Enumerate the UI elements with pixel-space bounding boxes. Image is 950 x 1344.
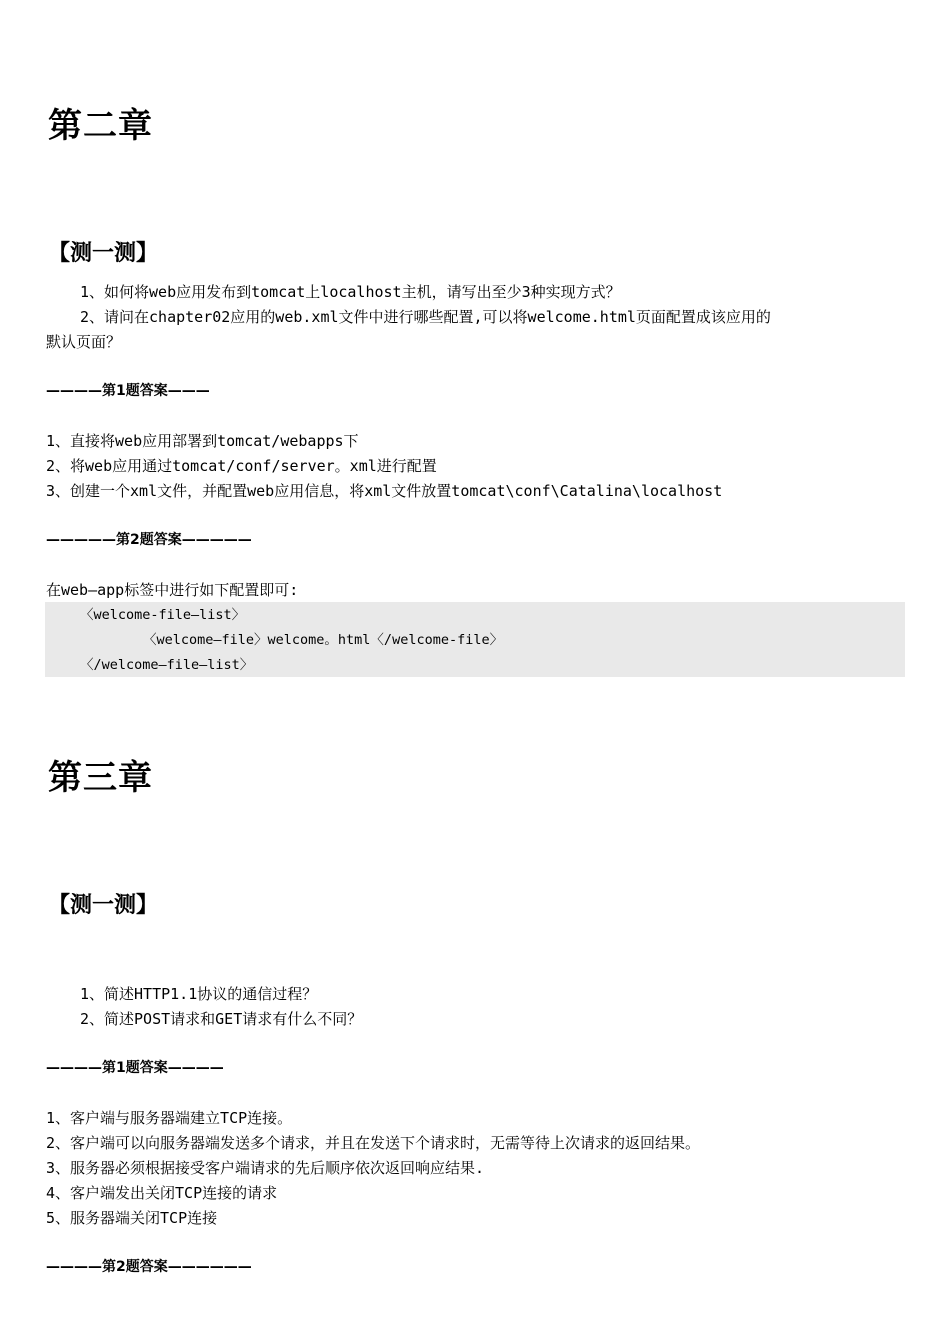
chapter-2-answer-2-intro: 在web—app标签中进行如下配置即可: <box>46 581 299 599</box>
chapter-2-question-2-cont: 默认页面？ <box>46 333 122 351</box>
chapter-3-title: 第三章 <box>48 758 153 798</box>
code-line-1: 〈welcome-file—list〉 <box>80 607 246 623</box>
chapter-3-answer-1-line-2: 2、客户端可以向服务器端发送多个请求，并且在发送下个请求时，无需等待上次请求的返回结果。 <box>46 1134 701 1152</box>
chapter-3-answer-1-divider: ————第1题答案———— <box>46 1060 224 1076</box>
chapter-2-answer-1-line-2: 2、将web应用通过tomcat/conf/server。xml进行配置 <box>46 457 437 475</box>
code-line-2: 〈welcome—file〉welcome。html〈/welcome-file〉 <box>143 632 504 648</box>
code-block <box>45 602 905 677</box>
chapter-2-question-1: 1、如何将web应用发布到tomcat上localhost主机，请写出至少3种实现方式？ <box>80 283 621 301</box>
chapter-2-quiz-heading: 【测一测】 <box>48 241 159 266</box>
chapter-2-answer-1-line-3: 3、创建一个xml文件，并配置web应用信息，将xml文件放置tomcat\conf\Catalina\localhost <box>46 482 723 500</box>
chapter-2-title: 第二章 <box>48 106 153 146</box>
chapter-2-question-2: 2、请问在chapter02应用的web.xml文件中进行哪些配置,可以将welcome.html页面配置成该应用的 <box>80 308 771 326</box>
chapter-3-question-2: 2、简述POST请求和GET请求有什么不同？ <box>80 1010 363 1028</box>
chapter-3-answer-2-divider: ————第2题答案—————— <box>46 1259 252 1275</box>
chapter-3-answer-1-line-1: 1、客户端与服务器端建立TCP连接。 <box>46 1109 293 1127</box>
chapter-3-answer-1-line-4: 4、客户端发出关闭TCP连接的请求 <box>46 1184 278 1202</box>
chapter-3-quiz-heading: 【测一测】 <box>48 893 159 918</box>
chapter-3-question-1: 1、简述HTTP1.1协议的通信过程？ <box>80 985 318 1003</box>
chapter-2-answer-1-line-1: 1、直接将web应用部署到tomcat/webapps下 <box>46 432 359 450</box>
chapter-2-answer-2-divider: —————第2题答案————— <box>46 532 252 548</box>
chapter-2-answer-1-divider: ————第1题答案——— <box>46 383 210 399</box>
chapter-3-answer-1-line-3: 3、服务器必须根据接受客户端请求的先后顺序依次返回响应结果. <box>46 1159 485 1177</box>
code-line-3: 〈/welcome—file—list〉 <box>80 657 254 673</box>
chapter-3-answer-1-line-5: 5、服务器端关闭TCP连接 <box>46 1209 218 1227</box>
